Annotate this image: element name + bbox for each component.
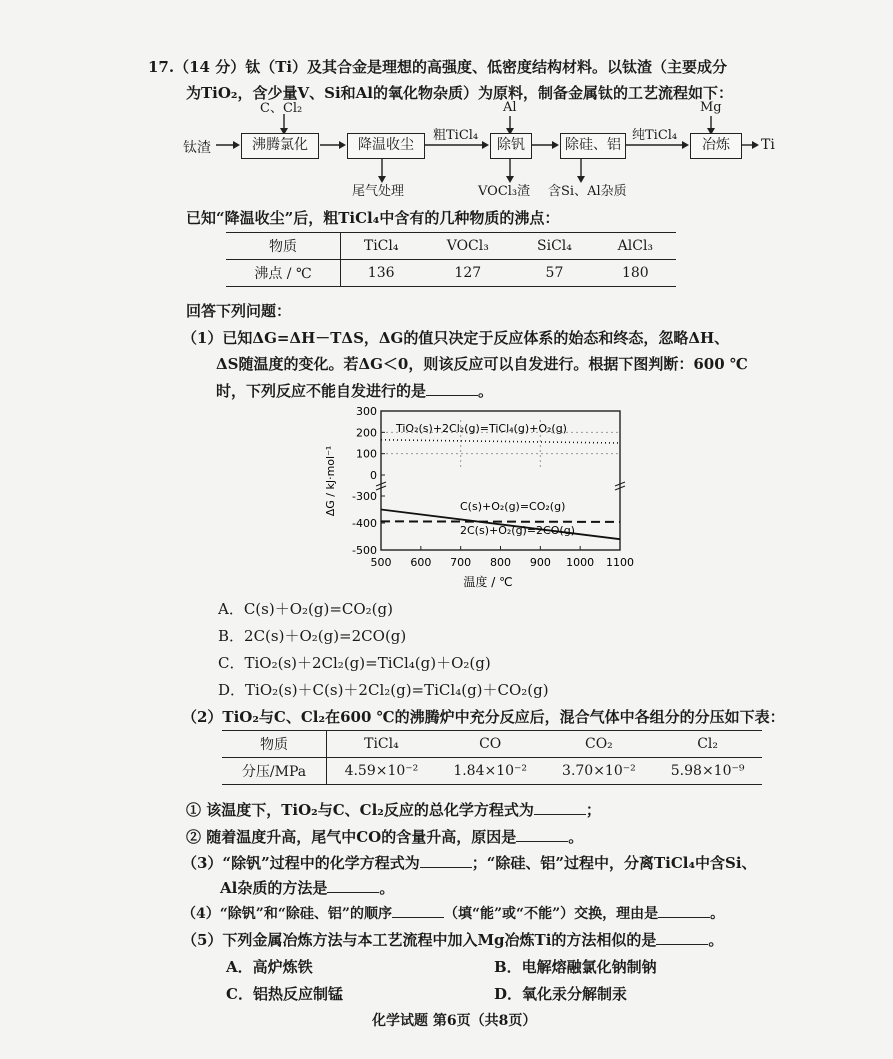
part1-line1: （1）已知ΔG=ΔH－TΔS，ΔG的值只决定于反应体系的始态和终态，忽略ΔH、 bbox=[182, 329, 730, 347]
boiling-point-table bbox=[226, 232, 676, 287]
part5-text-b: 。 bbox=[708, 931, 724, 949]
table-cell: 1.84×10⁻² bbox=[436, 758, 545, 785]
part3-text-a: （3）“除钒”过程中的化学方程式为 bbox=[182, 854, 420, 872]
part3-line1 bbox=[182, 852, 757, 873]
question-17-line2: 为TiO₂，含少量V、Si和Al的氧化物杂质）为原料，制备金属钛的工艺流程如下： bbox=[186, 84, 734, 102]
part4-text-b: （填“能”或“不能”）交换，理由是 bbox=[443, 906, 659, 922]
table-cell: CO₂ bbox=[545, 731, 654, 758]
x-tick-label: 700 bbox=[450, 556, 472, 569]
x-tick-label: 1000 bbox=[566, 556, 595, 569]
option-b[interactable]: B．2C(s)＋O₂(g)=2CO(g) bbox=[218, 627, 407, 645]
table-cell: 57 bbox=[514, 260, 594, 287]
flow-box-vanadium-removal: 除钒 bbox=[490, 133, 532, 159]
x-tick-label: 800 bbox=[490, 556, 511, 569]
part3-text-c: Al杂质的方法是 bbox=[220, 879, 328, 897]
part2-intro: （2）TiO₂与C、Cl₂在600 ℃的沸腾炉中充分反应后，混合气体中各组分的分压如下表： bbox=[182, 708, 785, 726]
table-cell: VOCl₃ bbox=[421, 233, 514, 260]
table-cell: 5.98×10⁻⁹ bbox=[653, 758, 762, 785]
part1-line2: ΔS随温度的变化。若ΔG＜0，则该反应可以自发进行。根据下图判断：600 ℃ bbox=[216, 355, 748, 373]
flow-out-tail-gas: 尾气处理 bbox=[352, 184, 405, 199]
answer-blank[interactable] bbox=[658, 903, 710, 918]
answer-blank[interactable] bbox=[516, 827, 568, 842]
part4-line bbox=[182, 903, 724, 923]
delta-g-chart bbox=[320, 400, 640, 592]
part5-line bbox=[182, 929, 723, 950]
table-row bbox=[222, 758, 762, 785]
flow-out-vocl3-residue: VOCl₃渣 bbox=[478, 184, 531, 199]
part2-q1-end: ； bbox=[585, 801, 601, 819]
x-tick-label: 500 bbox=[370, 556, 392, 569]
question-17-line1: 17.（14 分）钛（Ti）及其合金是理想的高强度、低密度结构材料。以钛渣（主要成分 bbox=[148, 58, 728, 76]
option-a[interactable]: A．C(s)＋O₂(g)=CO₂(g) bbox=[218, 600, 393, 618]
table-cell: 物质 bbox=[222, 731, 327, 758]
table-cell: AlCl₃ bbox=[595, 233, 676, 260]
flow-out-si-al-impurity: 含Si、Al杂质 bbox=[548, 184, 627, 199]
part4-text-c: 。 bbox=[710, 906, 725, 922]
answer-blank[interactable] bbox=[534, 800, 586, 815]
flow-arrows bbox=[0, 0, 893, 200]
part3-line2 bbox=[220, 877, 394, 898]
table-cell: 沸点 / ℃ bbox=[226, 260, 341, 287]
y-tick-label: 100 bbox=[356, 447, 377, 461]
table-cell: TiCl₄ bbox=[327, 731, 436, 758]
flow-end-ti: Ti bbox=[761, 137, 775, 153]
series-label-c-o2-co2: C(s)+O₂(g)=CO₂(g) bbox=[460, 500, 566, 513]
part2-q1 bbox=[186, 799, 601, 820]
table-cell: 3.70×10⁻² bbox=[545, 758, 654, 785]
part5-option-d[interactable]: D．氧化汞分解制汞 bbox=[494, 985, 628, 1003]
flow-box-smelting: 冶炼 bbox=[690, 133, 742, 159]
partial-pressure-table bbox=[222, 730, 762, 785]
answer-blank[interactable] bbox=[656, 930, 708, 945]
option-c[interactable]: C．TiO₂(s)＋2Cl₂(g)=TiCl₄(g)＋O₂(g) bbox=[218, 654, 491, 672]
table-cell: CO bbox=[436, 731, 545, 758]
x-tick-label: 600 bbox=[410, 556, 432, 569]
flow-pure-ticl4-label: 纯TiCl₄ bbox=[632, 128, 678, 143]
table-row bbox=[226, 233, 676, 260]
part5-option-a[interactable]: A．高炉炼铁 bbox=[226, 958, 313, 976]
y-tick-label: -500 bbox=[352, 544, 377, 557]
known-boiling-points-text: 已知“降温收尘”后，粗TiCl₄中含有的几种物质的沸点： bbox=[186, 209, 560, 227]
table-cell: 分压/MPa bbox=[222, 758, 327, 785]
series-label-tio2-cl2: TiO₂(s)+2Cl₂(g)=TiCl₄(g)+O₂(g) bbox=[396, 422, 567, 435]
table-row bbox=[222, 731, 762, 758]
chart-xlabel: 温度 / ℃ bbox=[463, 575, 513, 589]
flow-input-c-cl2: C、Cl₂ bbox=[260, 101, 303, 116]
series-label-2c-o2-2co: 2C(s)+O₂(g)=2CO(g) bbox=[460, 524, 575, 537]
part1-question-text: 时，下列反应不能自发进行的是 bbox=[216, 382, 427, 400]
answer-blank[interactable] bbox=[392, 903, 444, 918]
x-tick-label: 1100 bbox=[606, 556, 634, 569]
y-tick-label: 300 bbox=[356, 405, 377, 418]
table-cell: Cl₂ bbox=[653, 731, 762, 758]
part1-period: 。 bbox=[478, 382, 494, 400]
flow-input-al: Al bbox=[503, 100, 517, 115]
part2-q2-text: ② 随着温度升高，尾气中CO的含量升高，原因是 bbox=[186, 828, 517, 846]
part3-text-d: 。 bbox=[379, 879, 395, 897]
part5-text-a: （5）下列金属冶炼方法与本工艺流程中加入Mg冶炼Ti的方法相似的是 bbox=[182, 931, 657, 949]
table-cell: 127 bbox=[421, 260, 514, 287]
table-row bbox=[226, 260, 676, 287]
y-tick-label: 200 bbox=[356, 426, 377, 440]
flow-box-chlorination: 沸腾氯化 bbox=[241, 133, 319, 159]
y-tick-label: -300 bbox=[352, 490, 377, 503]
answer-prompt: 回答下列问题： bbox=[186, 302, 292, 320]
part2-q2-end: 。 bbox=[568, 828, 584, 846]
table-cell: SiCl₄ bbox=[514, 233, 594, 260]
flow-input-mg: Mg bbox=[700, 100, 722, 115]
answer-blank[interactable] bbox=[420, 853, 472, 868]
part5-option-c[interactable]: C．铝热反应制锰 bbox=[226, 985, 343, 1003]
chart-ylabel: ΔG / kJ·mol⁻¹ bbox=[324, 445, 337, 517]
flow-start-label: 钛渣 bbox=[183, 140, 211, 156]
flow-box-si-al-removal: 除硅、铝 bbox=[560, 133, 626, 159]
table-cell: 136 bbox=[341, 260, 422, 287]
series-line-2 bbox=[381, 521, 620, 522]
part1-line3 bbox=[216, 380, 493, 401]
series-line-1 bbox=[381, 440, 620, 443]
table-cell: TiCl₄ bbox=[341, 233, 422, 260]
table-cell: 4.59×10⁻² bbox=[327, 758, 436, 785]
option-d[interactable]: D．TiO₂(s)＋C(s)＋2Cl₂(g)=TiCl₄(g)＋CO₂(g) bbox=[218, 681, 549, 699]
flow-crude-ticl4-label: 粗TiCl₄ bbox=[433, 128, 479, 143]
part3-text-b: ；“除硅、铝”过程中，分离TiCl₄中含Si、 bbox=[471, 854, 757, 872]
flow-box-cooling-dust: 降温收尘 bbox=[347, 133, 425, 159]
part5-option-b[interactable]: B．电解熔融氯化钠制钠 bbox=[494, 958, 657, 976]
table-cell: 180 bbox=[595, 260, 676, 287]
x-tick-label: 900 bbox=[529, 556, 551, 569]
part2-q2 bbox=[186, 826, 583, 847]
page-footer: 化学试题 第6页（共8页） bbox=[372, 1013, 537, 1029]
answer-blank[interactable] bbox=[426, 381, 478, 396]
part4-text-a: （4）“除钒”和“除硅、铝”的顺序 bbox=[182, 906, 392, 922]
answer-blank[interactable] bbox=[327, 878, 379, 893]
part2-q1-text: ① 该温度下，TiO₂与C、Cl₂反应的总化学方程式为 bbox=[186, 801, 534, 819]
axis-break-marks bbox=[376, 482, 625, 490]
table-cell: 物质 bbox=[226, 233, 341, 260]
y-tick-label: 0 bbox=[370, 469, 377, 482]
y-tick-label: -400 bbox=[352, 517, 377, 530]
